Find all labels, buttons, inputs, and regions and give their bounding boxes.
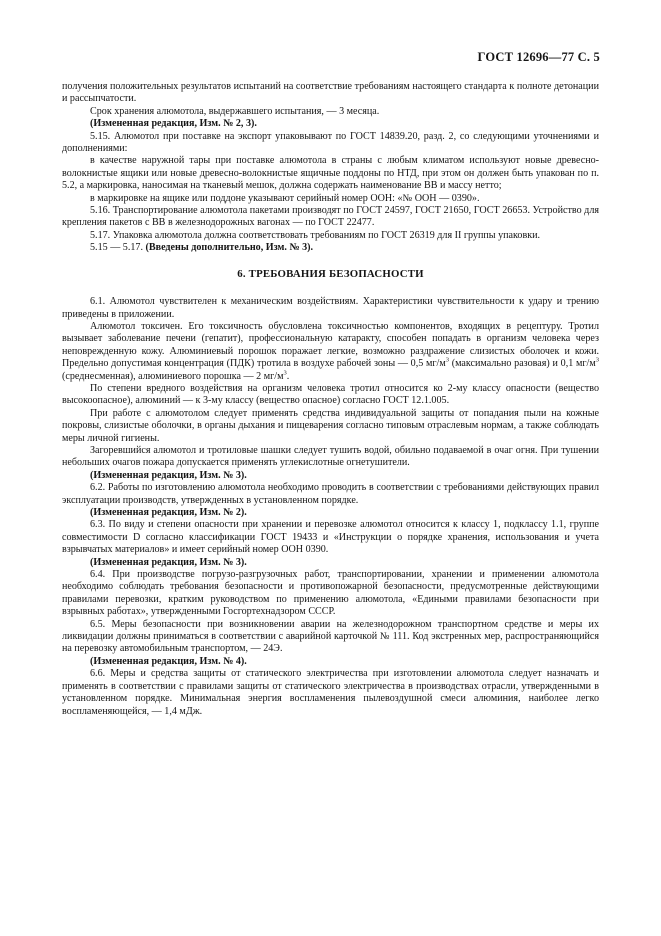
- paragraph: 5.16. Транспортирование алюмотола пакетами производят по ГОСТ 24597, ГОСТ 21650, ГОСТ 26653. Устройство для крепления пакетов с ВВ в железнодорожных вагонах — по ГОСТ 22477.: [62, 205, 599, 229]
- amendment-note: (Измененная редакция, Изм. № 2).: [90, 507, 247, 518]
- paragraph: 6.4. При производстве погрузо-разгрузочных работ, транспортировании, хранении и применении алюмотола необходимо соблюдать требования безопасности и противопожарной безопасности, предусмотренные действующими правилами перевозки, кратким руководством по применению алюмотола, «Едиными правилами безопасности при взрывных работах», утвержденными Госгортехнадзором СССР.: [62, 569, 599, 618]
- paragraph: 6.3. По виду и степени опасности при хранении и перевозке алюмотол относится к классу 1, подклассу 1.1, группе совместимости D согласно классификации ГОСТ 19433 и «Инструкции о порядке хранения, использования и учета взрывчатых материалов» и имеет серийный номер ООН 0390.: [62, 519, 599, 556]
- paragraph: 5.15 — 5.17. (Введены дополнительно, Изм. № 3).: [90, 242, 314, 254]
- amendment-note: (Измененная редакция, Изм. № 3).: [90, 556, 247, 568]
- paragraph: в маркировке на ящике или поддоне указывают серийный номер ООН: «№ ООН — 0390».: [90, 192, 480, 204]
- page-header: ГОСТ 12696—77 С. 5: [477, 50, 600, 64]
- paragraph: 6.5. Меры безопасности при возникновении аварии на железнодорожном транспортном средстве и меры их ликвидации должны приниматься в соответствии с аварийной карточкой № 111. Код экстренных мер, распространяющийся на перевозку автомобильным транспортом, — 24Э.: [62, 618, 599, 655]
- amendment-note: (Измененная редакция, Изм. № 2, 3).: [90, 118, 257, 130]
- paragraph: в качестве наружной тары при поставке алюмотола в страны с любым климатом используют новые древесно-волокнистые ящики или новые древесно-волокнистые ящичные поддоны по НТД, при этом он должен быть упакован по п. 5.2, а маркировка, наносимая на тканевый мешок, должна содержать наименование ВВ и массу нетто;: [62, 155, 599, 192]
- section-title: 6. ТРЕБОВАНИЯ БЕЗОПАСНОСТИ: [237, 267, 424, 280]
- amendment-note: (Измененная редакция, Изм. № 4).: [90, 655, 247, 667]
- paragraph: 6.6. Меры и средства защиты от статического электричества при изготовлении алюмотола следует назначать и применять в соответствии с правилами защиты от статического электричества в производствах отрасли, утвержденными в установленном порядке. Минимальная энергия воспламенения пылевоздушной смеси алюминия, наиболее легко воспламеняющейся, — 1,4 мДж.: [62, 668, 599, 717]
- paragraph: 6.1. Алюмотол чувствителен к механическим воздействиям. Характеристики чувствительности к удару и трению приведены в приложении.: [62, 296, 599, 320]
- paragraph: 5.15. Алюмотол при поставке на экспорт упаковывают по ГОСТ 14839.20, разд. 2, со следующими уточнениями и дополнениями:: [62, 130, 599, 155]
- paragraph: получения положительных результатов испытаний на соответствие требованиям настоящего стандарта к полноте детонации и рассыпчатости.: [62, 81, 599, 105]
- amendment-note: (Измененная редакция, Изм. № 3).: [90, 469, 247, 481]
- paragraph: Загоревшийся алюмотол и тротиловые шашки следует тушить водой, обильно подаваемой в очаг огня. При тушении небольших очагов пожара допускается применять углекислотные огнетушители.: [62, 444, 599, 469]
- amendment-note: (Введены дополнительно, Изм. № 3).: [145, 242, 314, 254]
- paragraph: По степени вредного воздействия на организм человека тротил относится ко 2-му классу опасности (вещество высокоопасное), алюминий — к 3-му классу (вещество опасное) согласно ГОСТ 12.1.005.: [62, 382, 599, 407]
- paragraph: 6.2. Работы по изготовлению алюмотола необходимо проводить в соответствии с требованиями действующих правил эксплуатации производств, утвержденных в установленном порядке.: [62, 482, 599, 506]
- paragraph: При работе с алюмотолом следует применять средства индивидуальной защиты от попадания пыли на кожные покровы, слизистые оболочки, в органы дыхания и пищеварения согласно типовым отраслевым нормам, а также соблюдать меры личной гигиены.: [62, 407, 599, 444]
- paragraph: 5.17. Упаковка алюмотола должна соответствовать требованиям по ГОСТ 26319 для II группы упаковки.: [90, 229, 541, 241]
- document-body: [62, 81, 599, 718]
- paragraph: Срок хранения алюмотола, выдержавшего испытания, — 3 месяца.: [90, 105, 380, 117]
- paragraph: Алюмотол токсичен. Его токсичность обусловлена токсичностью компонентов, входящих в рецептуру. Тротил вызывает заболевание печени (гепатит), профессиональную катаракту, способен попадать в организм человека через неповрежденную кожу. Алюминиевый порошок поражает легкие, возможно раздражение слизистых оболочек и кожи. Предельно допустимая концентрация (ПДК) тротила в воздухе рабочей зоны — 0,5 $мг/м^3$ (максимально разовая) и 0,1 $мг/м^3$ (среднесменная), алюминиевого порошка — 2 $мг/м^3$.: [62, 320, 599, 382]
